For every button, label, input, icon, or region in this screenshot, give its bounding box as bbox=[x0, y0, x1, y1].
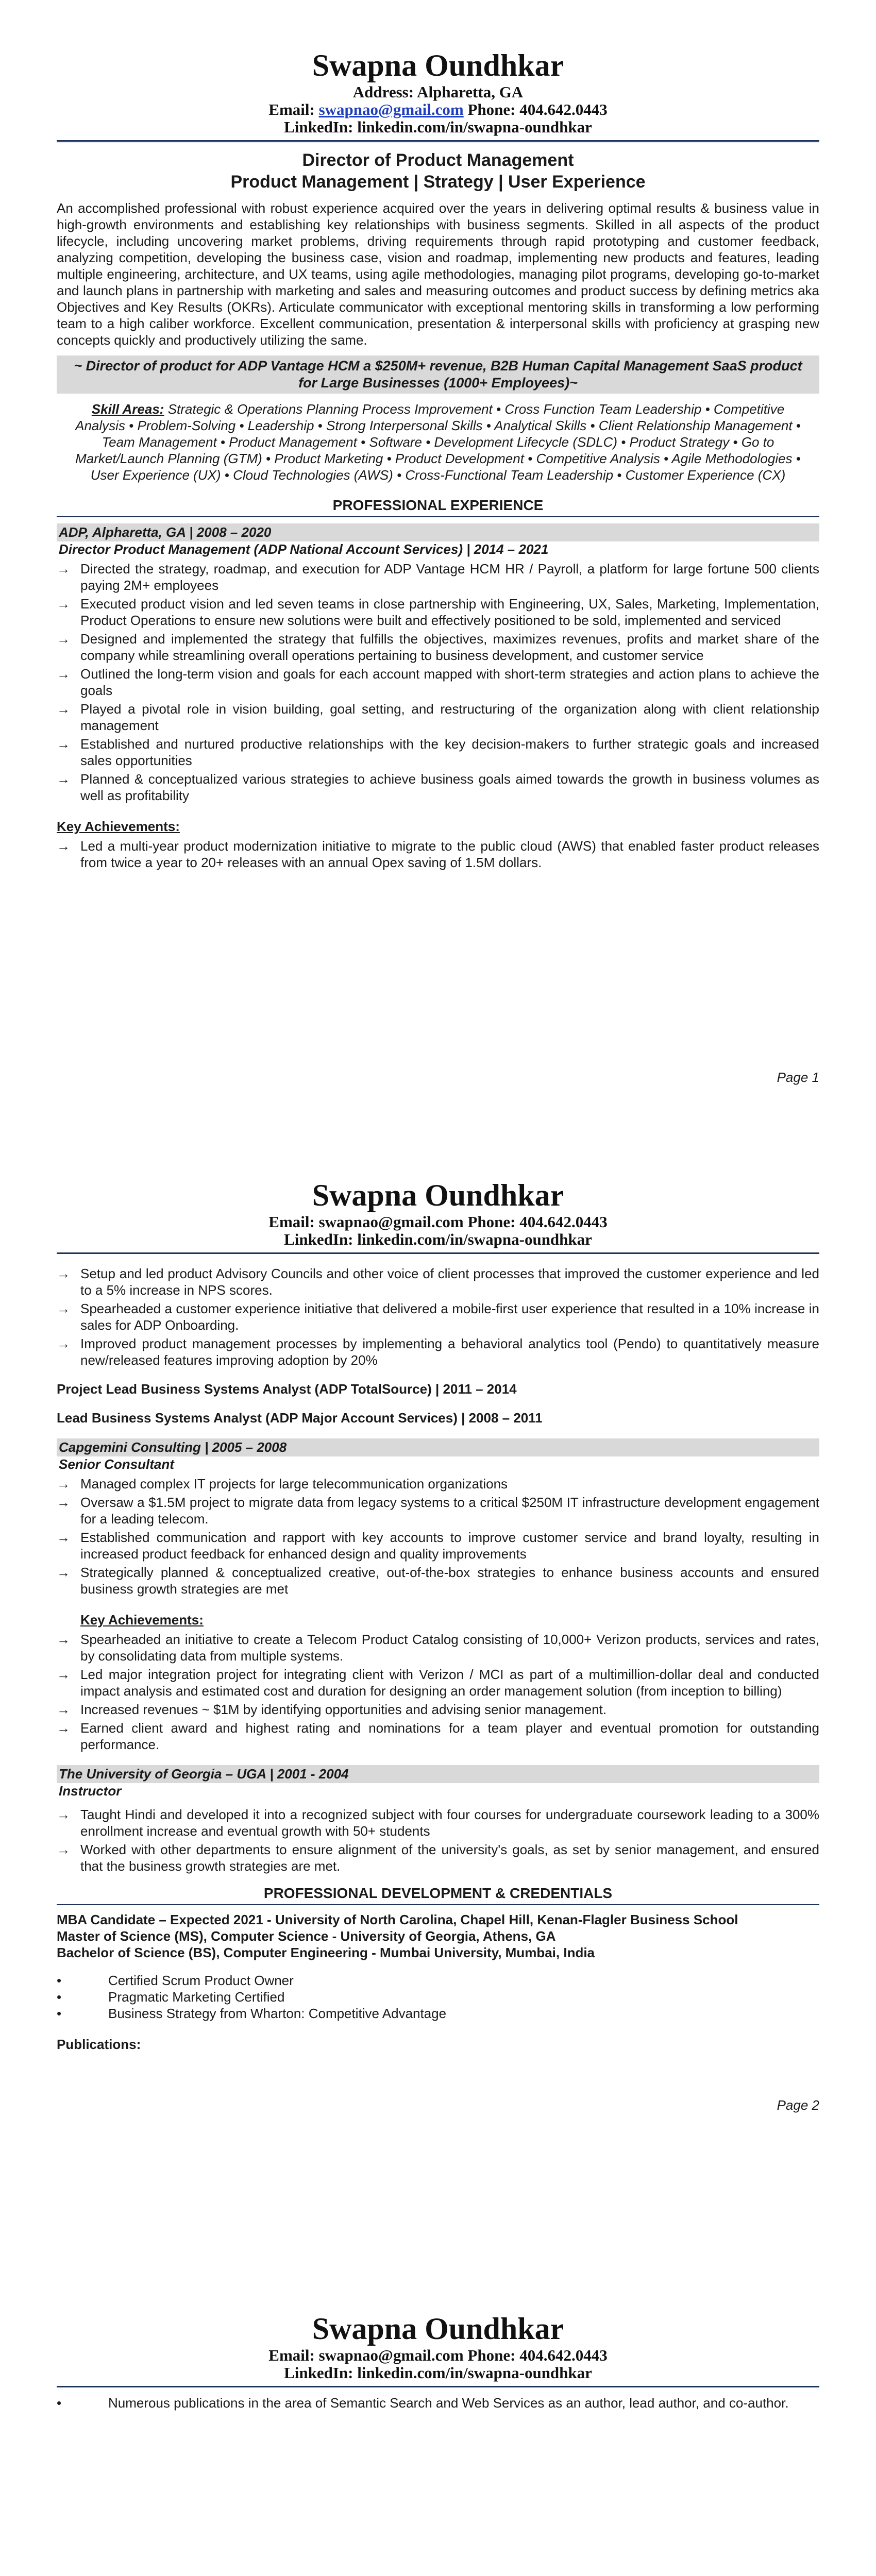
header-divider bbox=[57, 140, 819, 143]
section-heading-experience: PROFESSIONAL EXPERIENCE bbox=[57, 497, 819, 517]
certifications-list bbox=[57, 1972, 819, 2022]
arrow-icon: → bbox=[57, 1301, 70, 1316]
arrow-icon: → bbox=[57, 701, 70, 717]
capgemini-responsibilities bbox=[57, 1476, 819, 1597]
candidate-name: Swapna Oundhkar bbox=[312, 2312, 564, 2346]
adp-achievements-continued bbox=[57, 1265, 819, 1368]
linkedin-url: linkedin.com/in/swapna-oundhkar bbox=[357, 1230, 592, 1248]
professional-summary: An accomplished professional with robust experience acquired over the years in delivering optimal results & business value in high-growth environments and establishing key relationships with business segments. Skilled in all aspects of the product lifecycle, including uncovering market problems, driving requirements through rapid prototyping and customer feedback, analyzing competition, developing the business case, vision and roadmap, implementing new products and features, leading multiple engineering, architecture, and UX teams, using agile methodologies, managing pilot programs, developing go-to-market and launch plans in partnership with marketing and sales and measuring outcomes and product success by defining metrics aka Objectives and Key Results (OKRs). Articulate communicator with exceptional mentoring skills in transforming a low performing team to a high caliber workforce. Excellent communication, presentation & interpersonal skills with proficiency at grasping new concepts quickly and productively utilizing the same. bbox=[57, 200, 819, 348]
arrow-icon: → bbox=[57, 561, 70, 577]
page-number: Page 2 bbox=[777, 2097, 819, 2113]
email: swapnao@gmail.com bbox=[318, 2346, 464, 2364]
list-item: • Pragmatic Marketing Certified bbox=[57, 1989, 285, 2005]
resume-header bbox=[57, 1177, 819, 1248]
contact-line: Email: swapnao@gmail.com Phone: 404.642.0443 bbox=[268, 2346, 608, 2364]
bullet-icon: • bbox=[57, 1973, 62, 1988]
bullet-icon: • bbox=[57, 1989, 62, 2005]
linkedin-line: LinkedIn: linkedin.com/in/swapna-oundhkar bbox=[284, 1230, 592, 1248]
list-item: → Established and nurtured productive relationships with the key decision-makers to further strategic goals and increased sales opportunities bbox=[57, 736, 819, 768]
candidate-name: Swapna Oundhkar bbox=[312, 48, 564, 82]
list-item: → Increased revenues ~ $1M by identifying opportunities and advising senior management. bbox=[57, 1702, 607, 1717]
list-item: → Played a pivotal role in vision building, goal setting, and restructuring of the organization along with client relationship management bbox=[57, 701, 819, 733]
role-director: Director Product Management (ADP National Account Services) | 2014 – 2021 bbox=[59, 541, 549, 557]
arrow-icon: → bbox=[57, 1842, 70, 1857]
list-item: → Oversaw a $1.5M project to migrate data from legacy systems to a critical $250M IT infrastructure development engagement for a leading telecom. bbox=[57, 1495, 819, 1527]
uga-responsibilities bbox=[57, 1806, 819, 1874]
arrow-icon: → bbox=[57, 1530, 70, 1545]
list-item: → Spearheaded a customer experience initiative that delivered a mobile-first user experience that resulted in a 10% increase in sales for ADP Onboarding. bbox=[57, 1301, 819, 1333]
resume-header bbox=[57, 47, 819, 136]
role-senior-consultant: Senior Consultant bbox=[59, 1456, 174, 1472]
arrow-icon: → bbox=[57, 631, 70, 647]
key-achievements-heading: Key Achievements: bbox=[80, 1612, 204, 1628]
list-item: → Managed complex IT projects for large telecommunication organizations bbox=[57, 1476, 508, 1492]
linkedin-line: LinkedIn: linkedin.com/in/swapna-oundhkar bbox=[284, 118, 592, 136]
arrow-icon: → bbox=[57, 666, 70, 682]
key-achievements-heading: Key Achievements: bbox=[57, 819, 180, 834]
phone: 404.642.0443 bbox=[519, 1213, 608, 1231]
bullet-icon: • bbox=[57, 2395, 62, 2411]
resume-header bbox=[57, 2311, 819, 2382]
resume-page-3 bbox=[0, 2267, 876, 2576]
address: Alpharetta, GA bbox=[417, 83, 524, 101]
list-item: → Led a multi-year product modernization initiative to migrate to the public cloud (AWS) that enabled faster product releases from twice a year to 20+ releases with an annual Opex saving of 1.5M dollars. bbox=[57, 838, 819, 870]
list-item: → Outlined the long-term vision and goals for each account mapped with short-term strategies and action plans to achieve the goals bbox=[57, 666, 819, 698]
arrow-icon: → bbox=[57, 1266, 70, 1281]
arrow-icon: → bbox=[57, 1702, 70, 1717]
list-item: → Earned client award and highest rating and nominations for a team player and eventual promotion for outstanding performance. bbox=[57, 1720, 819, 1752]
header-divider bbox=[57, 1252, 819, 1254]
employer-capgemini: Capgemini Consulting | 2005 – 2008 bbox=[57, 1438, 819, 1456]
phone: 404.642.0443 bbox=[519, 2346, 608, 2364]
degree-mba: MBA Candidate – Expected 2021 - University of North Carolina, Chapel Hill, Kenan-Flagler Business School bbox=[57, 1912, 738, 1927]
list-item: → Led major integration project for integrating client with Verizon / MCI as part of a multimillion-dollar deal and conducted impact analysis and estimated cost and duration for designing an order management solution (from inception to billing) bbox=[57, 1667, 819, 1699]
skill-areas bbox=[57, 401, 819, 483]
arrow-icon: → bbox=[57, 596, 70, 612]
address-line: Address: Alpharetta, GA bbox=[352, 83, 524, 101]
employer-adp: ADP, Alpharetta, GA | 2008 – 2020 bbox=[57, 523, 819, 541]
list-item: → Established communication and rapport with key accounts to improve customer service and brand loyalty, resulting in increased product feedback for enhanced design and quality improvements bbox=[57, 1530, 819, 1562]
degree-bs: Bachelor of Science (BS), Computer Engineering - Mumbai University, Mumbai, India bbox=[57, 1945, 595, 1960]
arrow-icon: → bbox=[57, 1476, 70, 1492]
employer-uga: The University of Georgia – UGA | 2001 - 2004 bbox=[57, 1765, 819, 1783]
publications-heading: Publications: bbox=[57, 2037, 141, 2052]
bullet-icon: • bbox=[57, 2006, 62, 2021]
header-divider bbox=[57, 2386, 819, 2387]
candidate-name: Swapna Oundhkar bbox=[312, 1178, 564, 1212]
linkedin-url: linkedin.com/in/swapna-oundhkar bbox=[357, 2364, 592, 2382]
list-item: → Worked with other departments to ensure alignment of the university's goals, as set by senior management, and ensured that the business growth strategies are met. bbox=[57, 1842, 819, 1874]
list-item: • Business Strategy from Wharton: Competitive Advantage bbox=[57, 2006, 447, 2021]
publications-text: • Numerous publications in the area of Semantic Search and Web Services as an author, lead author, and co-author. bbox=[57, 2395, 789, 2411]
arrow-icon: → bbox=[57, 1807, 70, 1822]
job-title: Director of Product Management bbox=[302, 150, 574, 170]
capgemini-achievements bbox=[57, 1631, 819, 1753]
role-instructor: Instructor bbox=[59, 1783, 122, 1799]
headline bbox=[57, 149, 819, 193]
phone: 404.642.0443 bbox=[519, 100, 608, 118]
section-heading-credentials: PROFESSIONAL DEVELOPMENT & CREDENTIALS bbox=[57, 1885, 819, 1905]
list-item: → Directed the strategy, roadmap, and execution for ADP Vantage HCM HR / Payroll, a platform for large fortune 500 clients paying 2M+ employees bbox=[57, 561, 819, 593]
list-item: → Executed product vision and led seven teams in close partnership with Engineering, UX, Sales, Marketing, Implementation, Product Operations to ensure new solutions were built and effectively positioned to be sold, implemented and serviced bbox=[57, 596, 819, 628]
skill-areas-text: Strategic & Operations Planning Process Improvement • Cross Function Team Leadership • Competitive Analysis • Problem-Solving • Leadership • Strong Interpersonal Skills • Analytical Skills • Client Relationship Management • Team Management • Product Management • Software • Development Lifecycle (SDLC) • Product Strategy • Go to Market/Launch Planning (GTM) • Product Marketing • Product Development • Competitive Analysis • Agile Methodologies • User Experience (UX) • Cloud Technologies (AWS) • Cross-Functional Team Leadership • Customer Experience (CX) bbox=[75, 401, 801, 483]
role-project-lead: Project Lead Business Systems Analyst (ADP TotalSource) | 2011 – 2014 bbox=[57, 1381, 517, 1397]
page-number: Page 1 bbox=[777, 1070, 819, 1085]
adp-responsibilities bbox=[57, 561, 819, 804]
list-item: → Setup and led product Advisory Councils and other voice of client processes that improved the customer experience and led to a 5% increase in NPS scores. bbox=[57, 1266, 819, 1298]
list-item: → Taught Hindi and developed it into a recognized subject with four courses for undergraduate coursework leading to a 300% enrollment increase and eventual growth with 50+ students bbox=[57, 1807, 819, 1839]
arrow-icon: → bbox=[57, 1565, 70, 1580]
adp-achievements bbox=[57, 838, 819, 871]
email: swapnao@gmail.com bbox=[318, 1213, 464, 1231]
contact-line: Email: swapnao@gmail.com Phone: 404.642.0443 bbox=[268, 100, 608, 118]
linkedin-url: linkedin.com/in/swapna-oundhkar bbox=[357, 118, 592, 136]
email-link[interactable]: swapnao@gmail.com bbox=[318, 100, 464, 118]
arrow-icon: → bbox=[57, 1336, 70, 1351]
list-item: → Spearheaded an initiative to create a Telecom Product Catalog consisting of 10,000+ Verizon products, services and rates, by consolidating data from multiple systems. bbox=[57, 1632, 819, 1664]
arrow-icon: → bbox=[57, 1632, 70, 1647]
skill-areas-label: Skill Areas: bbox=[91, 401, 164, 417]
education-list bbox=[57, 1911, 819, 1961]
arrow-icon: → bbox=[57, 736, 70, 752]
arrow-icon: → bbox=[57, 1667, 70, 1682]
role-lead-bsa: Lead Business Systems Analyst (ADP Major Account Services) | 2008 – 2011 bbox=[57, 1410, 543, 1426]
highlight-banner: ~ Director of product for ADP Vantage HCM a $250M+ revenue, B2B Human Capital Management SaaS product for Large Businesses (1000+ Employees)~ bbox=[57, 355, 819, 394]
focus-areas: Product Management | Strategy | User Experience bbox=[230, 172, 646, 192]
list-item: • Certified Scrum Product Owner bbox=[57, 1973, 294, 1988]
arrow-icon: → bbox=[57, 771, 70, 787]
resume-page-1 bbox=[0, 0, 876, 1133]
list-item: → Strategically planned & conceptualized creative, out-of-the-box strategies to enhance business accounts and ensured business growth strategies are met bbox=[57, 1565, 819, 1597]
list-item: → Designed and implemented the strategy that fulfills the objectives, maximizes revenues, profits and market share of the company while streamlining overall operations pertaining to business development, and customer service bbox=[57, 631, 819, 663]
list-item: → Improved product management processes by implementing a behavioral analytics tool (Pendo) to quantitatively measure new/released features improving adoption by 20% bbox=[57, 1336, 819, 1368]
degree-ms: Master of Science (MS), Computer Science - University of Georgia, Athens, GA bbox=[57, 1928, 556, 1944]
arrow-icon: → bbox=[57, 838, 70, 854]
resume-page-2 bbox=[0, 1133, 876, 2267]
list-item: → Planned & conceptualized various strategies to achieve business goals aimed towards the growth in business volumes as well as profitability bbox=[57, 771, 819, 803]
contact-line: Email: swapnao@gmail.com Phone: 404.642.0443 bbox=[268, 1213, 608, 1231]
arrow-icon: → bbox=[57, 1720, 70, 1736]
linkedin-line: LinkedIn: linkedin.com/in/swapna-oundhkar bbox=[284, 2364, 592, 2382]
arrow-icon: → bbox=[57, 1495, 70, 1510]
